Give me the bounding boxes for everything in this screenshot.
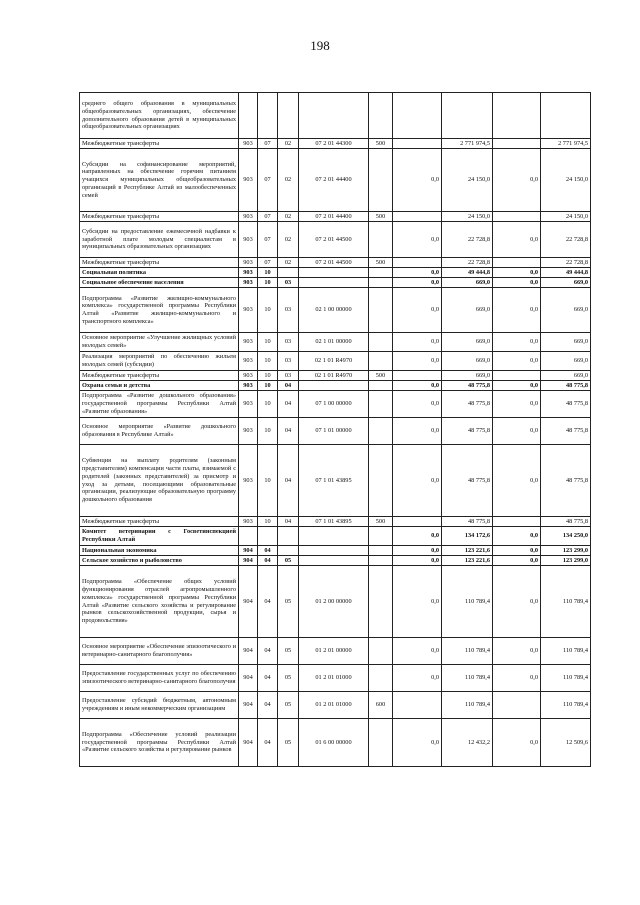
amount-c-cell: 0,0	[493, 665, 541, 692]
amount-d-cell: 24 150,0	[541, 149, 591, 212]
table-row	[80, 139, 591, 149]
vr-code-cell: 500	[369, 212, 393, 222]
csr-code-cell	[299, 381, 369, 391]
rz-code-cell: 10	[258, 445, 278, 517]
rz-code-cell: 04	[258, 566, 278, 638]
row-name-cell: Сельское хозяйство и рыболовство	[80, 556, 239, 566]
csr-code-cell: 01 2 00 00000	[299, 566, 369, 638]
amount-c-cell: 0,0	[493, 638, 541, 665]
table-row	[80, 149, 591, 212]
amount-d-cell: 48 775,8	[541, 381, 591, 391]
amount-b-cell: 48 775,8	[442, 517, 493, 527]
rz-code-cell: 10	[258, 333, 278, 352]
amount-a-cell: 0,0	[393, 391, 442, 418]
pr-code-cell: 02	[278, 139, 299, 149]
amount-b-cell: 110 789,4	[442, 638, 493, 665]
amount-a-cell: 0,0	[393, 288, 442, 333]
table-row	[80, 352, 591, 371]
row-name-cell: Реализация мероприятий по обеспечению жильем молодых семей (субсидии)	[80, 352, 239, 371]
amount-a-cell: 0,0	[393, 381, 442, 391]
row-name-cell: Предоставление государственных услуг по обеспечению эпизоотического ветеринарно-санитарного благополучия	[80, 665, 239, 692]
vr-code-cell: 500	[369, 139, 393, 149]
gr-code-cell: 904	[239, 692, 258, 719]
amount-d-cell: 123 299,0	[541, 556, 591, 566]
amount-d-cell: 669,0	[541, 288, 591, 333]
vr-code-cell	[369, 381, 393, 391]
amount-a-cell: 0,0	[393, 546, 442, 556]
amount-a-cell: 0,0	[393, 149, 442, 212]
row-name-cell: Подпрограмма «Обеспечение условий реализации государственной программы Республики Алтай «Развитие сельского хозяйства и регулирование рынков	[80, 719, 239, 767]
amount-c-cell	[493, 139, 541, 149]
csr-code-cell: 07 2 01 44500	[299, 222, 369, 258]
gr-code-cell: 903	[239, 258, 258, 268]
amount-c-cell	[493, 93, 541, 139]
pr-code-cell	[278, 527, 299, 546]
amount-c-cell: 0,0	[493, 719, 541, 767]
amount-d-cell: 123 299,0	[541, 546, 591, 556]
amount-b-cell: 669,0	[442, 371, 493, 381]
rz-code-cell: 10	[258, 288, 278, 333]
csr-code-cell: 07 2 01 44400	[299, 212, 369, 222]
vr-code-cell	[369, 288, 393, 333]
table-row	[80, 566, 591, 638]
csr-code-cell: 07 1 01 43895	[299, 445, 369, 517]
pr-code-cell: 05	[278, 692, 299, 719]
amount-b-cell: 48 775,8	[442, 445, 493, 517]
amount-b-cell: 669,0	[442, 352, 493, 371]
budget-table	[79, 92, 591, 767]
gr-code-cell: 904	[239, 665, 258, 692]
rz-code-cell: 07	[258, 139, 278, 149]
rz-code-cell: 04	[258, 556, 278, 566]
amount-d-cell: 49 444,8	[541, 268, 591, 278]
gr-code-cell: 903	[239, 333, 258, 352]
table-row	[80, 418, 591, 445]
vr-code-cell	[369, 333, 393, 352]
vr-code-cell: 600	[369, 692, 393, 719]
amount-a-cell	[393, 371, 442, 381]
rz-code-cell: 04	[258, 719, 278, 767]
rz-code-cell: 04	[258, 692, 278, 719]
rz-code-cell: 04	[258, 638, 278, 665]
gr-code-cell: 903	[239, 149, 258, 212]
csr-code-cell: 07 2 01 44500	[299, 258, 369, 268]
vr-code-cell	[369, 418, 393, 445]
gr-code-cell: 904	[239, 719, 258, 767]
amount-d-cell: 48 775,8	[541, 517, 591, 527]
row-name-cell: Межбюджетные трансферты	[80, 371, 239, 381]
amount-b-cell: 669,0	[442, 278, 493, 288]
pr-code-cell: 03	[278, 371, 299, 381]
csr-code-cell	[299, 527, 369, 546]
table-row	[80, 93, 591, 139]
gr-code-cell: 903	[239, 268, 258, 278]
row-name-cell: Межбюджетные трансферты	[80, 258, 239, 268]
amount-b-cell: 48 775,8	[442, 381, 493, 391]
table-row	[80, 381, 591, 391]
amount-a-cell	[393, 692, 442, 719]
row-name-cell: Подпрограмма «Обеспечение общих условий функционирования отраслей агропромышленного комплекса» государственной программы Республики Алтай «Развитие сельского хозяйства и регулирование рынков сельскохозяйственной продукции, сырья и продовольствия»	[80, 566, 239, 638]
pr-code-cell: 04	[278, 418, 299, 445]
amount-c-cell: 0,0	[493, 333, 541, 352]
pr-code-cell: 03	[278, 333, 299, 352]
amount-c-cell: 0,0	[493, 418, 541, 445]
page-number: 198	[310, 38, 330, 53]
csr-code-cell	[299, 546, 369, 556]
pr-code-cell: 02	[278, 222, 299, 258]
rz-code-cell: 10	[258, 278, 278, 288]
csr-code-cell: 07 2 01 44300	[299, 139, 369, 149]
amount-b-cell: 110 789,4	[442, 665, 493, 692]
amount-a-cell: 0,0	[393, 719, 442, 767]
pr-code-cell: 04	[278, 517, 299, 527]
row-name-cell: Подпрограмма «Развитие дошкольного образования» государственной программы Республики Алтай «Развитие образования»	[80, 391, 239, 418]
amount-a-cell: 0,0	[393, 638, 442, 665]
csr-code-cell: 02 1 00 00000	[299, 288, 369, 333]
gr-code-cell	[239, 93, 258, 139]
amount-d-cell: 134 250,0	[541, 527, 591, 546]
table-row	[80, 288, 591, 333]
amount-a-cell	[393, 139, 442, 149]
csr-code-cell	[299, 93, 369, 139]
table-row	[80, 212, 591, 222]
rz-code-cell: 04	[258, 546, 278, 556]
amount-b-cell: 110 789,4	[442, 566, 493, 638]
row-name-cell: Социальная политика	[80, 268, 239, 278]
table-row	[80, 391, 591, 418]
amount-b-cell: 48 775,8	[442, 391, 493, 418]
vr-code-cell: 500	[369, 371, 393, 381]
pr-code-cell	[278, 268, 299, 278]
amount-d-cell: 110 789,4	[541, 566, 591, 638]
csr-code-cell: 01 2 01 01000	[299, 665, 369, 692]
row-name-cell: Субвенция на выплату родителям (законным представителям) компенсации части платы, взимаемой с родителей (законных представителей) за присмотр и уход за детьми, посещающими образовательные организации, реализующие образовательную программу дошкольного образования	[80, 445, 239, 517]
row-name-cell: Комитет ветеринарии с Госветинспекцией Республики Алтай	[80, 527, 239, 546]
row-name-cell: среднего общего образования в муниципальных общеобразовательных организациях, обеспечение дополнительного образования детей в муниципальных общеобразовательных организациях	[80, 93, 239, 139]
pr-code-cell: 03	[278, 352, 299, 371]
amount-a-cell: 0,0	[393, 268, 442, 278]
gr-code-cell: 903	[239, 418, 258, 445]
amount-d-cell: 110 789,4	[541, 638, 591, 665]
gr-code-cell: 903	[239, 517, 258, 527]
rz-code-cell: 10	[258, 352, 278, 371]
amount-b-cell: 24 150,0	[442, 212, 493, 222]
row-name-cell: Национальная экономика	[80, 546, 239, 556]
vr-code-cell	[369, 268, 393, 278]
amount-c-cell	[493, 258, 541, 268]
pr-code-cell	[278, 546, 299, 556]
amount-d-cell: 669,0	[541, 371, 591, 381]
pr-code-cell: 04	[278, 381, 299, 391]
rz-code-cell: 10	[258, 391, 278, 418]
vr-code-cell	[369, 352, 393, 371]
amount-d-cell: 48 775,8	[541, 418, 591, 445]
table-row	[80, 268, 591, 278]
table-row	[80, 556, 591, 566]
amount-c-cell: 0,0	[493, 288, 541, 333]
vr-code-cell	[369, 719, 393, 767]
csr-code-cell	[299, 268, 369, 278]
amount-a-cell: 0,0	[393, 278, 442, 288]
table-row	[80, 546, 591, 556]
pr-code-cell: 05	[278, 556, 299, 566]
table-row	[80, 258, 591, 268]
row-name-cell: Предоставление субсидий бюджетным, автономным учреждениям и иным некоммерческим организациям	[80, 692, 239, 719]
pr-code-cell: 04	[278, 445, 299, 517]
rz-code-cell: 07	[258, 222, 278, 258]
table-row	[80, 719, 591, 767]
gr-code-cell: 904	[239, 556, 258, 566]
amount-c-cell	[493, 371, 541, 381]
amount-d-cell: 48 775,8	[541, 445, 591, 517]
amount-c-cell: 0,0	[493, 268, 541, 278]
pr-code-cell: 05	[278, 665, 299, 692]
amount-a-cell: 0,0	[393, 445, 442, 517]
table-row	[80, 333, 591, 352]
csr-code-cell: 02 1 01 R4970	[299, 352, 369, 371]
amount-d-cell: 110 789,4	[541, 665, 591, 692]
amount-d-cell: 48 775,8	[541, 391, 591, 418]
csr-code-cell: 01 2 01 00000	[299, 638, 369, 665]
vr-code-cell	[369, 556, 393, 566]
amount-a-cell: 0,0	[393, 222, 442, 258]
gr-code-cell	[239, 527, 258, 546]
row-name-cell: Основное мероприятие «Обеспечение эпизоотического и ветеринарно-санитарного благополучия»	[80, 638, 239, 665]
amount-b-cell: 49 444,8	[442, 268, 493, 278]
amount-c-cell: 0,0	[493, 556, 541, 566]
vr-code-cell	[369, 278, 393, 288]
vr-code-cell	[369, 566, 393, 638]
gr-code-cell: 903	[239, 445, 258, 517]
gr-code-cell: 903	[239, 222, 258, 258]
csr-code-cell: 01 6 00 00000	[299, 719, 369, 767]
amount-a-cell: 0,0	[393, 418, 442, 445]
csr-code-cell: 07 2 01 44400	[299, 149, 369, 212]
csr-code-cell: 02 1 01 R4970	[299, 371, 369, 381]
table-row	[80, 527, 591, 546]
row-name-cell: Межбюджетные трансферты	[80, 517, 239, 527]
amount-b-cell: 2 771 974,5	[442, 139, 493, 149]
rz-code-cell	[258, 527, 278, 546]
gr-code-cell: 903	[239, 212, 258, 222]
amount-d-cell: 669,0	[541, 352, 591, 371]
amount-a-cell	[393, 93, 442, 139]
amount-c-cell: 0,0	[493, 149, 541, 212]
amount-a-cell	[393, 258, 442, 268]
gr-code-cell: 904	[239, 546, 258, 556]
amount-b-cell: 669,0	[442, 333, 493, 352]
amount-b-cell: 48 775,8	[442, 418, 493, 445]
amount-a-cell: 0,0	[393, 665, 442, 692]
pr-code-cell: 05	[278, 638, 299, 665]
amount-c-cell: 0,0	[493, 381, 541, 391]
vr-code-cell	[369, 222, 393, 258]
csr-code-cell	[299, 278, 369, 288]
amount-b-cell: 669,0	[442, 288, 493, 333]
pr-code-cell: 03	[278, 288, 299, 333]
gr-code-cell: 903	[239, 381, 258, 391]
amount-d-cell: 2 771 974,5	[541, 139, 591, 149]
csr-code-cell	[299, 556, 369, 566]
amount-c-cell	[493, 212, 541, 222]
vr-code-cell	[369, 149, 393, 212]
amount-d-cell: 12 509,6	[541, 719, 591, 767]
table-row	[80, 638, 591, 665]
pr-code-cell: 02	[278, 149, 299, 212]
amount-c-cell	[493, 517, 541, 527]
row-name-cell: Основное мероприятие «Улучшение жилищных условий молодых семей»	[80, 333, 239, 352]
table-row	[80, 222, 591, 258]
rz-code-cell	[258, 93, 278, 139]
vr-code-cell	[369, 546, 393, 556]
table-row	[80, 665, 591, 692]
amount-b-cell: 24 150,0	[442, 149, 493, 212]
amount-a-cell	[393, 517, 442, 527]
row-name-cell: Подпрограмма «Развитие жилищно-коммунального комплекса» государственной программы Республики Алтай «Развитие жилищно-коммунального и транспортного комплекса»	[80, 288, 239, 333]
amount-b-cell: 12 432,2	[442, 719, 493, 767]
gr-code-cell: 903	[239, 371, 258, 381]
row-name-cell: Межбюджетные трансферты	[80, 139, 239, 149]
vr-code-cell	[369, 638, 393, 665]
amount-d-cell: 22 728,8	[541, 222, 591, 258]
amount-d-cell	[541, 93, 591, 139]
amount-a-cell: 0,0	[393, 527, 442, 546]
pr-code-cell: 02	[278, 212, 299, 222]
vr-code-cell: 500	[369, 258, 393, 268]
gr-code-cell: 903	[239, 391, 258, 418]
amount-b-cell: 123 221,6	[442, 556, 493, 566]
amount-c-cell: 0,0	[493, 527, 541, 546]
rz-code-cell: 04	[258, 665, 278, 692]
table-row	[80, 692, 591, 719]
table-row	[80, 517, 591, 527]
amount-c-cell: 0,0	[493, 222, 541, 258]
pr-code-cell: 05	[278, 566, 299, 638]
rz-code-cell: 10	[258, 418, 278, 445]
amount-a-cell: 0,0	[393, 556, 442, 566]
gr-code-cell: 904	[239, 638, 258, 665]
amount-a-cell: 0,0	[393, 352, 442, 371]
amount-b-cell: 22 728,8	[442, 258, 493, 268]
amount-c-cell: 0,0	[493, 546, 541, 556]
amount-d-cell: 669,0	[541, 278, 591, 288]
amount-b-cell	[442, 93, 493, 139]
row-name-cell: Межбюджетные трансферты	[80, 212, 239, 222]
csr-code-cell: 07 1 01 43895	[299, 517, 369, 527]
table-row	[80, 445, 591, 517]
amount-c-cell: 0,0	[493, 566, 541, 638]
rz-code-cell: 10	[258, 268, 278, 278]
vr-code-cell	[369, 527, 393, 546]
row-name-cell: Субсидии на софинансирование мероприятий, направленных на обеспечение горячим питанием учащихся муниципальных общеобразовательных организаций в Республике Алтай из малообеспеченных семей	[80, 149, 239, 212]
amount-b-cell: 123 221,6	[442, 546, 493, 556]
vr-code-cell: 500	[369, 517, 393, 527]
amount-a-cell: 0,0	[393, 333, 442, 352]
rz-code-cell: 10	[258, 371, 278, 381]
row-name-cell: Основное мероприятие «Развитие дошкольного образования в Республике Алтай»	[80, 418, 239, 445]
rz-code-cell: 07	[258, 212, 278, 222]
amount-c-cell: 0,0	[493, 445, 541, 517]
table-row	[80, 371, 591, 381]
pr-code-cell: 03	[278, 278, 299, 288]
amount-d-cell: 669,0	[541, 333, 591, 352]
csr-code-cell: 07 1 01 00000	[299, 418, 369, 445]
amount-c-cell: 0,0	[493, 391, 541, 418]
amount-b-cell: 22 728,8	[442, 222, 493, 258]
gr-code-cell: 903	[239, 139, 258, 149]
amount-c-cell: 0,0	[493, 352, 541, 371]
csr-code-cell: 02 1 01 00000	[299, 333, 369, 352]
vr-code-cell	[369, 391, 393, 418]
amount-a-cell	[393, 212, 442, 222]
rz-code-cell: 07	[258, 149, 278, 212]
csr-code-cell: 01 2 01 01000	[299, 692, 369, 719]
amount-d-cell: 110 789,4	[541, 692, 591, 719]
gr-code-cell: 903	[239, 352, 258, 371]
amount-c-cell: 0,0	[493, 278, 541, 288]
vr-code-cell	[369, 93, 393, 139]
amount-a-cell: 0,0	[393, 566, 442, 638]
pr-code-cell: 05	[278, 719, 299, 767]
vr-code-cell	[369, 665, 393, 692]
rz-code-cell: 10	[258, 381, 278, 391]
table-row	[80, 278, 591, 288]
rz-code-cell: 10	[258, 517, 278, 527]
gr-code-cell: 904	[239, 566, 258, 638]
pr-code-cell	[278, 93, 299, 139]
csr-code-cell: 07 1 00 00000	[299, 391, 369, 418]
rz-code-cell: 07	[258, 258, 278, 268]
gr-code-cell: 903	[239, 278, 258, 288]
amount-c-cell	[493, 692, 541, 719]
row-name-cell: Социальное обеспечение населения	[80, 278, 239, 288]
row-name-cell: Охрана семьи и детства	[80, 381, 239, 391]
amount-d-cell: 22 728,8	[541, 258, 591, 268]
gr-code-cell: 903	[239, 288, 258, 333]
vr-code-cell	[369, 445, 393, 517]
amount-d-cell: 24 150,0	[541, 212, 591, 222]
pr-code-cell: 02	[278, 258, 299, 268]
amount-b-cell: 134 172,6	[442, 527, 493, 546]
row-name-cell: Субсидии на предоставление ежемесячной надбавки к заработной плате молодым специалистам в муниципальных образовательных организациях	[80, 222, 239, 258]
amount-b-cell: 110 789,4	[442, 692, 493, 719]
pr-code-cell: 04	[278, 391, 299, 418]
